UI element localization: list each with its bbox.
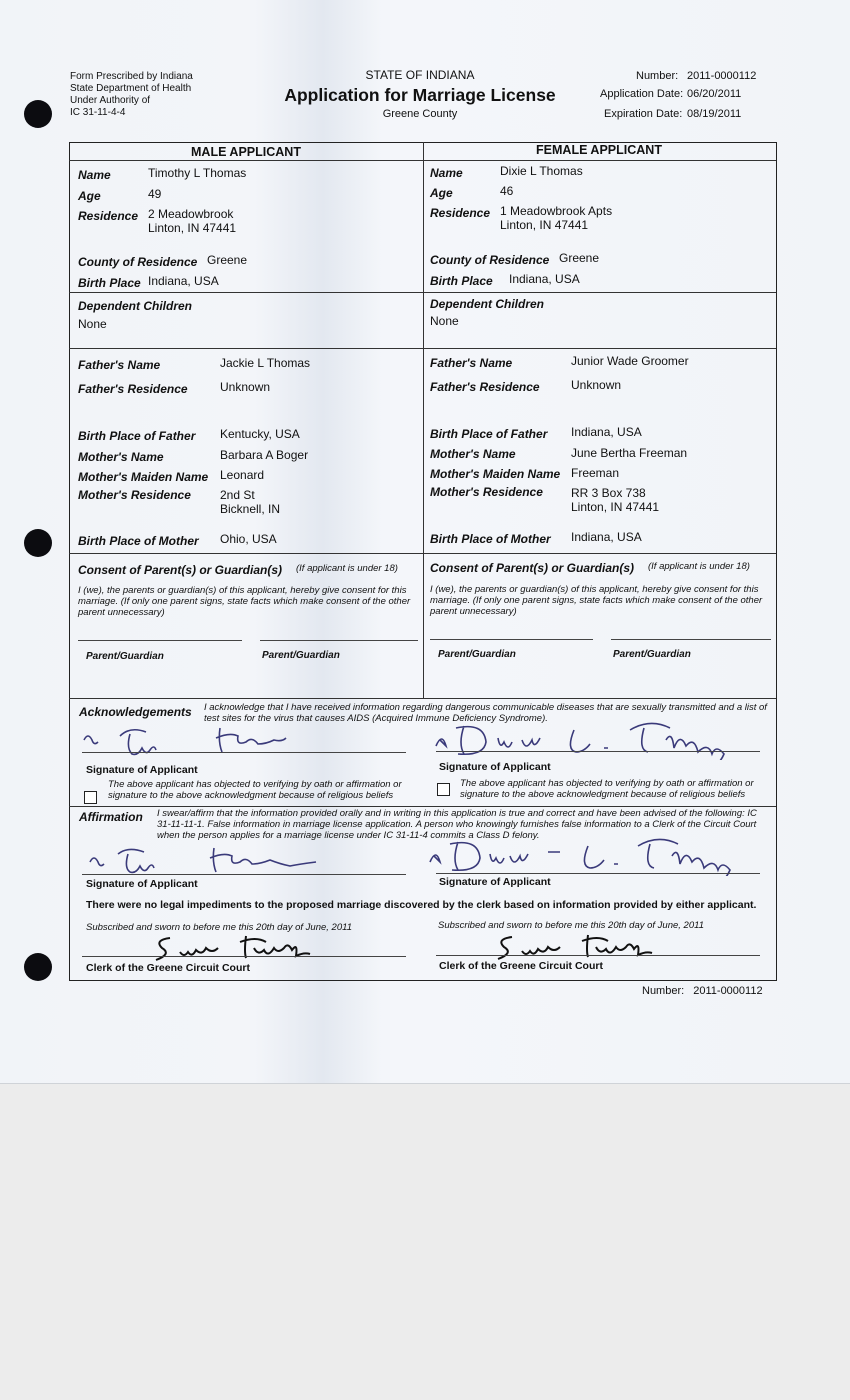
male-affirmation-signature-line[interactable] xyxy=(82,874,406,875)
parent-guardian-signature-line[interactable] xyxy=(611,639,771,640)
birth-place-father-label: Birth Place of Father xyxy=(430,427,548,441)
fathers-name-label: Father's Name xyxy=(430,356,513,370)
residence-label: Residence xyxy=(78,209,139,223)
prescribed-by xyxy=(70,71,193,119)
signature-of-applicant-label: Signature of Applicant xyxy=(439,876,551,888)
parent-guardian-signature-line[interactable] xyxy=(260,640,418,641)
clerk-label: Clerk of the Greene Circuit Court xyxy=(86,962,250,974)
binder-hole xyxy=(24,953,52,981)
parent-guardian-label: Parent/Guardian xyxy=(613,649,691,660)
female-applicant-signature-line[interactable] xyxy=(436,751,760,752)
parent-guardian-label: Parent/Guardian xyxy=(438,649,516,660)
signature-of-applicant-label: Signature of Applicant xyxy=(86,878,198,890)
male-mother-name: Barbara A Boger xyxy=(220,448,309,462)
female-signature-handwritten xyxy=(434,720,754,760)
application-number: 2011-0000112 xyxy=(687,70,757,82)
parent-guardian-label: Parent/Guardian xyxy=(86,651,164,662)
religious-objection-text: The above applicant has objected to verifying by oath or affirmation or signature to the above acknowledgment because of religious beliefs xyxy=(108,779,402,801)
male-birth-place-mother: Ohio, USA xyxy=(220,532,277,546)
consent-note: (If applicant is under 18) xyxy=(296,563,398,574)
dependent-children-label: Dependent Children xyxy=(430,297,545,311)
subscribed-sworn-text: Subscribed and sworn to before me this 20th day of June, 2011 xyxy=(438,920,704,931)
acknowledgements-title: Acknowledgements xyxy=(79,705,192,719)
section-divider xyxy=(69,698,776,699)
county-heading: Greene County xyxy=(382,108,458,120)
female-birth-place-father: Indiana, USA xyxy=(571,425,642,439)
county-label: County of Residence xyxy=(78,255,198,269)
header-meta xyxy=(600,70,760,126)
name-label: Name xyxy=(430,166,463,180)
religious-objection-checkbox[interactable] xyxy=(437,783,450,796)
mothers-residence-label: Mother's Residence xyxy=(78,488,191,502)
male-mother-maiden: Leonard xyxy=(220,468,265,482)
birth-place-label: Birth Place xyxy=(78,276,141,290)
female-birth-place-mother: Indiana, USA xyxy=(571,530,642,544)
female-affirmation-signature-line[interactable] xyxy=(436,873,760,874)
female-residence-line2: Linton, IN 47441 xyxy=(500,218,589,232)
consent-text: I (we), the parents or guardian(s) of this applicant, hereby give consent for this marriage. (If only one parent signs, state facts which make consent of the other parent unnecessary) xyxy=(430,584,763,617)
birth-place-father-label: Birth Place of Father xyxy=(78,429,196,443)
acknowledgements-text: I acknowledge that I have received information regarding dangerous communicable diseases that are sexually transmitted and a list of test sites for the virus that causes AIDS (Acquired Immune Deficiency Syndrome). xyxy=(204,702,767,724)
male-father-residence: Unknown xyxy=(220,380,271,394)
clerk-label: Clerk of the Greene Circuit Court xyxy=(439,960,603,972)
application-date: 06/20/2011 xyxy=(687,88,742,100)
footer-number xyxy=(642,985,763,997)
male-county: Greene xyxy=(207,253,248,267)
section-divider xyxy=(69,292,776,293)
age-label: Age xyxy=(78,189,101,203)
male-father-name: Jackie L Thomas xyxy=(220,356,311,370)
mothers-maiden-label: Mother's Maiden Name xyxy=(78,470,209,484)
religious-objection-checkbox[interactable] xyxy=(84,791,97,804)
female-dependent-children: None xyxy=(430,314,459,328)
female-applicant-header: FEMALE APPLICANT xyxy=(536,143,662,157)
female-signature-handwritten xyxy=(428,836,758,876)
dependent-children-label: Dependent Children xyxy=(78,299,193,313)
female-mother-name: June Bertha Freeman xyxy=(571,446,688,460)
male-birth-place: Indiana, USA xyxy=(148,274,219,288)
male-mother-residence-line2: Bicknell, IN xyxy=(220,502,281,516)
number-label: Number: xyxy=(636,70,679,82)
affirmation-text: I swear/affirm that the information provided orally and in writing in this application is true and correct and have been advised of the following: IC 31-11-11-1. False information in marriage license application. A person who knowingly furnishes false information to a Clerk of the Circuit Court when the person applies for a marriage license under IC 31-11-4 commits a Class D felony. xyxy=(157,808,757,841)
fathers-name-label: Father's Name xyxy=(78,358,161,372)
footer-number-label: Number: xyxy=(642,985,685,997)
section-divider xyxy=(69,553,776,554)
expiration-date: 08/19/2011 xyxy=(687,108,742,120)
birth-place-label: Birth Place xyxy=(430,274,493,288)
prescribed-line: IC 31-11-4-4 xyxy=(70,107,126,118)
prescribed-line: Form Prescribed by Indiana xyxy=(70,71,193,82)
column-divider xyxy=(423,142,424,698)
parent-guardian-signature-line[interactable] xyxy=(430,639,593,640)
county-label: County of Residence xyxy=(430,253,550,267)
male-dependent-children: None xyxy=(78,317,107,331)
female-father-residence: Unknown xyxy=(571,378,622,392)
clerk-signature-line[interactable] xyxy=(436,955,760,956)
residence-label: Residence xyxy=(430,206,491,220)
female-father-name: Junior Wade Groomer xyxy=(571,354,689,368)
fathers-residence-label: Father's Residence xyxy=(430,380,540,394)
expiration-date-label: Expiration Date: xyxy=(604,108,683,120)
name-label: Name xyxy=(78,168,111,182)
male-signature-handwritten xyxy=(88,844,338,878)
binder-hole xyxy=(24,100,52,128)
prescribed-line: Under Authority of xyxy=(70,95,151,106)
male-applicant-header: MALE APPLICANT xyxy=(191,145,301,159)
male-residence-line1: 2 Meadowbrook xyxy=(148,207,234,221)
male-mother-residence-line1: 2nd St xyxy=(220,488,255,502)
section-divider xyxy=(69,806,776,807)
parent-guardian-signature-line[interactable] xyxy=(78,640,242,641)
female-mother-maiden: Freeman xyxy=(571,466,620,480)
footer-number-value: 2011-0000112 xyxy=(693,985,763,997)
mothers-name-label: Mother's Name xyxy=(78,450,164,464)
signature-of-applicant-label: Signature of Applicant xyxy=(439,761,551,773)
female-county: Greene xyxy=(559,251,600,265)
male-residence-line2: Linton, IN 47441 xyxy=(148,221,237,235)
birth-place-mother-label: Birth Place of Mother xyxy=(430,532,551,546)
mothers-name-label: Mother's Name xyxy=(430,447,516,461)
clerk-signature-line[interactable] xyxy=(82,956,406,957)
no-impediments-statement: There were no legal impediments to the proposed marriage discovered by the clerk based on information provided by either applicant. xyxy=(86,899,757,911)
age-label: Age xyxy=(430,186,453,200)
consent-title: Consent of Parent(s) or Guardian(s) xyxy=(78,563,283,577)
female-name: Dixie L Thomas xyxy=(500,164,583,178)
consent-note: (If applicant is under 18) xyxy=(648,561,750,572)
female-birth-place: Indiana, USA xyxy=(509,272,580,286)
birth-place-mother-label: Birth Place of Mother xyxy=(78,534,199,548)
female-age: 46 xyxy=(500,184,514,198)
header-row-divider xyxy=(69,160,776,161)
female-mother-residence-line2: Linton, IN 47441 xyxy=(571,500,660,514)
affirmation-title: Affirmation xyxy=(79,810,143,824)
application-date-label: Application Date: xyxy=(600,88,684,100)
consent-text: I (we), the parents or guardian(s) of this applicant, hereby give consent for this marriage. (If only one parent signs, state facts which make consent of the other parent unnecessary) xyxy=(78,585,411,618)
male-name: Timothy L Thomas xyxy=(148,166,247,180)
prescribed-line: State Department of Health xyxy=(70,83,192,94)
clerk-signature-handwritten xyxy=(492,931,672,961)
parent-guardian-label: Parent/Guardian xyxy=(262,650,340,661)
female-mother-residence-line1: RR 3 Box 738 xyxy=(571,486,646,500)
mothers-maiden-label: Mother's Maiden Name xyxy=(430,467,561,481)
document-title: Application for Marriage License xyxy=(284,85,556,105)
clerk-signature-handwritten xyxy=(150,932,330,962)
male-birth-place-father: Kentucky, USA xyxy=(220,427,300,441)
signature-of-applicant-label: Signature of Applicant xyxy=(86,764,198,776)
male-applicant-signature-line[interactable] xyxy=(82,752,406,753)
section-divider xyxy=(69,348,776,349)
fathers-residence-label: Father's Residence xyxy=(78,382,188,396)
binder-hole xyxy=(24,529,52,557)
religious-objection-text: The above applicant has objected to verifying by oath or affirmation or signature to the above acknowledgment because of religious beliefs xyxy=(460,778,754,800)
subscribed-sworn-text: Subscribed and sworn to before me this 20th day of June, 2011 xyxy=(86,922,352,933)
male-age: 49 xyxy=(148,187,162,201)
state-heading: STATE OF INDIANA xyxy=(365,68,475,82)
mothers-residence-label: Mother's Residence xyxy=(430,485,543,499)
female-residence-line1: 1 Meadowbrook Apts xyxy=(500,204,613,218)
consent-title: Consent of Parent(s) or Guardian(s) xyxy=(430,561,635,575)
